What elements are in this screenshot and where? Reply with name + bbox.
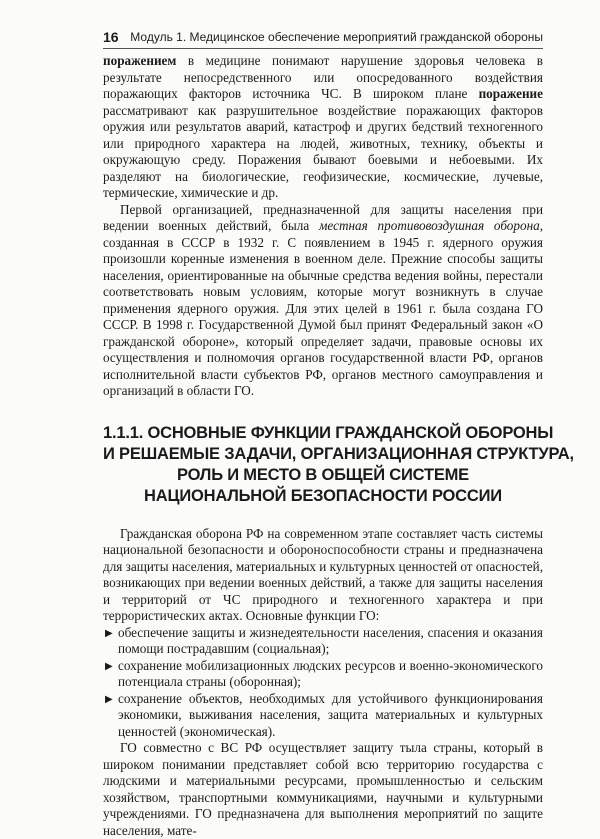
paragraph-history: Первой организацией, предназначенной для защиты населения при ведении военных действий, была местная противовоздушная оборона, созданная в СССР в 1932 г. С появлением в 1945 г. ядерного оружия произошли коренные изменения в военном деле. Прежние способы защиты населения, ориентированные на обычные средства ведения войны, перестали соответствовать новым условиям, которые могут возникнуть в случае применения ядерного оружия. Для этих целей в 1961 г. была создана ГО СССР. В 1998 г. Государственной Думой был принят Федеральный закон «О гражданской обороне», который определяет задачи, правовые основы их осуществления и полномочия органов государственной власти РФ, органов исполнительной власти субъектов РФ, органов местного самоуправления и организаций в области ГО.: [103, 201, 544, 398]
section-heading: [103, 423, 574, 507]
triangle-bullet-icon: ▶: [105, 660, 113, 672]
triangle-bullet-icon: ▶: [105, 627, 113, 639]
term-mpvo: местная противовоздушная оборона: [319, 218, 540, 233]
list-item: ▶ сохранение мобилизационных людских ресурсов и военно-экономического потенциала страны (оборонная);: [105, 657, 543, 689]
section-heading-line: И РЕШАЕМЫЕ ЗАДАЧИ, ОРГАНИЗАЦИОННАЯ СТРУКТУРА,: [103, 444, 574, 463]
page-body: [103, 53, 574, 839]
section-heading-line: РОЛЬ И МЕСТО В ОБЩЕЙ СИСТЕМЕ: [177, 465, 469, 484]
paragraph-poražhenie: поражением в медицине понимают нарушение здоровья человека в результате непосредственного или опосредованного воздействия поражающих факторов источника ЧС. В широком плане поражение рассматривают как разрушительное воздействие поражающих факторов оружия или результатов аварий, катастроф и других бедствий техногенного или природного характера на людей, животных, технику, объекты и окружающую среду. Поражения бывают боевыми и небоевыми. Их разделяют на биологические, геофизические, космические, лучевые, термические, химические и др.: [103, 53, 543, 200]
section-heading-line: 1.1.1. ОСНОВНЫЕ ФУНКЦИИ ГРАЖДАНСКОЙ ОБОРОНЫ: [103, 423, 554, 442]
page-number: 16: [103, 29, 119, 45]
term-porazhenie: поражением: [103, 53, 177, 68]
paragraph-rear-defense: ГО совместно с ВС РФ осуществляет защиту тыла страны, который в широком понимании представляет собой всю территорию государства с людскими и материальными ресурсами, промышленностью и сельским хозяйством, транспортными коммуникациями, научными и культурными учреждениями. ГО предназначена для выполнения мероприятий по защите населения, мате-: [103, 740, 543, 838]
running-title: Модуль 1. Медицинское обеспечение мероприятий гражданской обороны: [130, 30, 543, 44]
triangle-bullet-icon: ▶: [105, 693, 113, 705]
section-heading-line: НАЦИОНАЛЬНОЙ БЕЗОПАСНОСТИ РОССИИ: [144, 486, 502, 505]
term-porazhenie-2: поражение: [478, 86, 543, 101]
paragraph-intro-functions: Гражданская оборона РФ на современном этапе составляет часть системы национальной безопасности и обороноспособности страны и предназначена для защиты населения, материальных и культурных ценностей от опасностей, возникающих при ведении военных действий, а также для защиты населения и территорий от ЧС природного и техногенного характера и при террористических актах. Основные функции ГО:: [103, 525, 543, 623]
list-item: ▶ сохранение объектов, необходимых для устойчивого функционирования экономики, выживания населения, защита материальных и культурных ценностей (экономическая).: [105, 690, 543, 739]
functions-list: [103, 625, 543, 741]
list-item: ▶ обеспечение защиты и жизнедеятельности населения, спасения и оказания помощи пострадавшим (социальная);: [105, 624, 543, 656]
running-header: [103, 28, 543, 49]
